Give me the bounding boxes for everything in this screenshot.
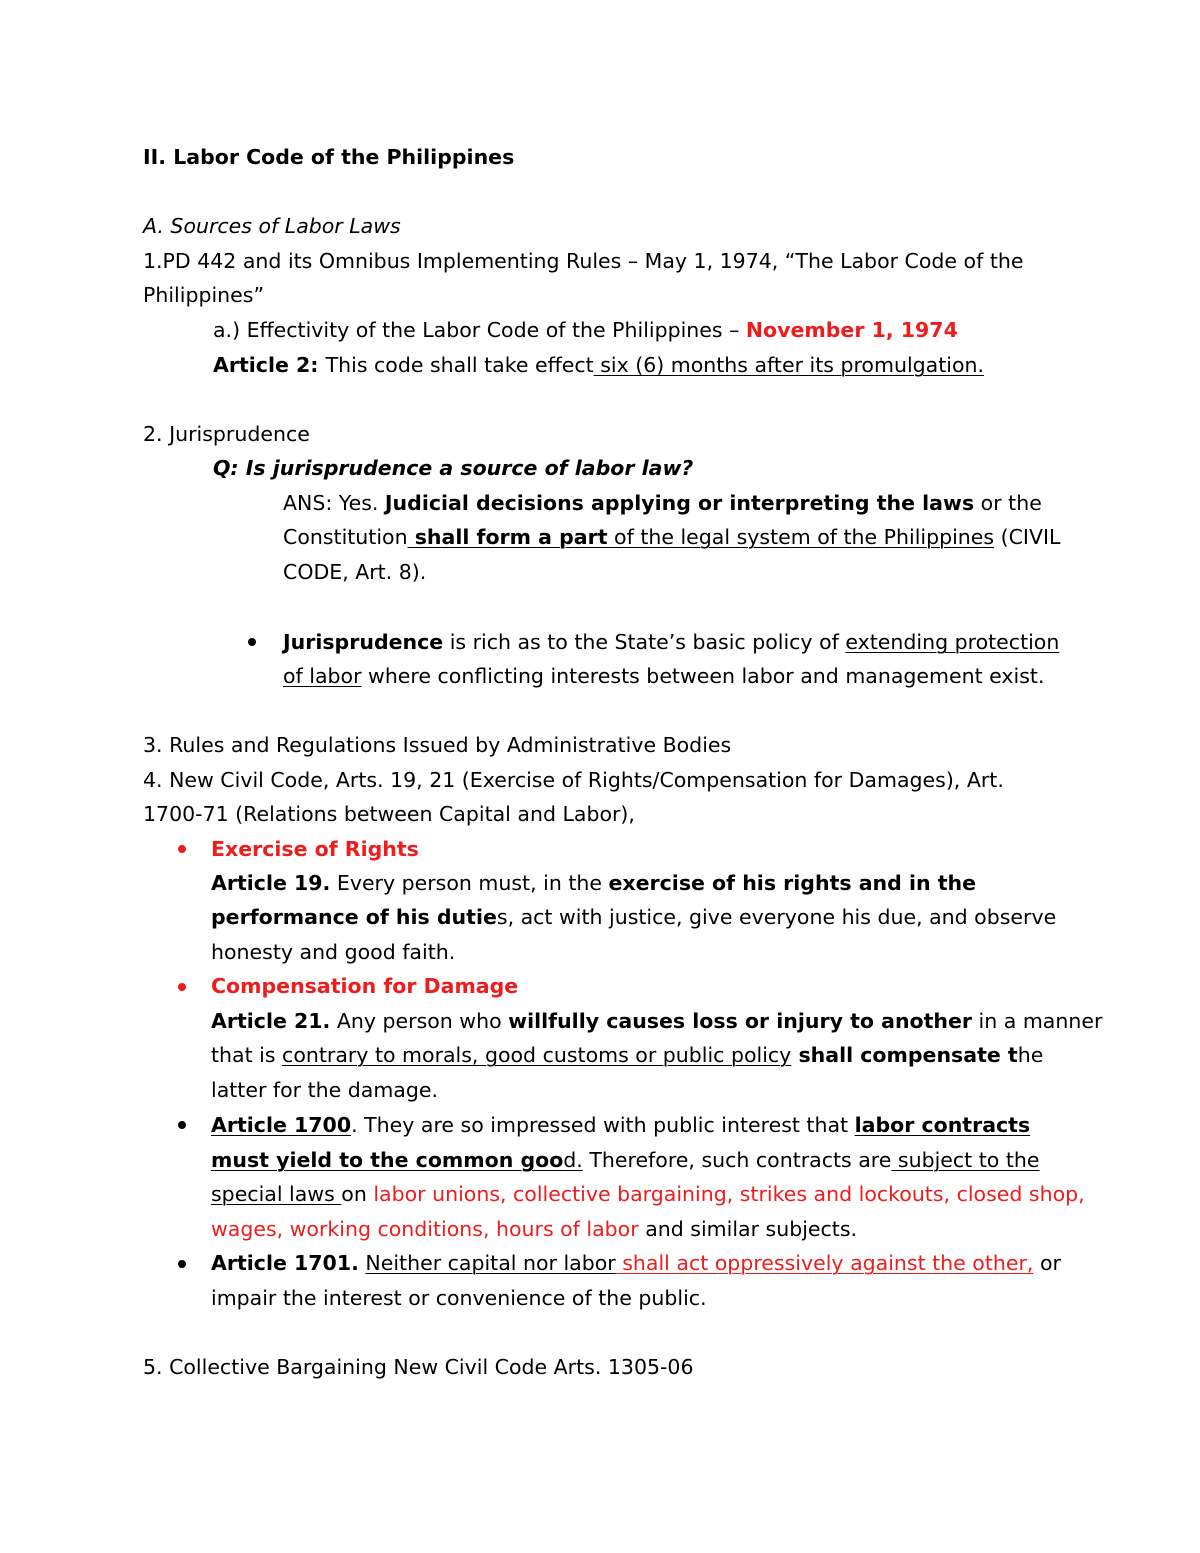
- article-1700-bu2: must yield to the common goo: [211, 1148, 564, 1172]
- compensation-for-damage-title: Compensation for Damage: [211, 974, 519, 998]
- article-1700-r2: wages, working conditions, hours of labor: [211, 1217, 639, 1241]
- article-19-t1: Every person must, in the: [330, 871, 609, 895]
- article-1700-u2: subject to the: [891, 1148, 1040, 1172]
- article-1700-bu1: labor contracts: [854, 1113, 1031, 1137]
- article-1701-t1: or: [1033, 1251, 1061, 1275]
- article-21-t3: that is: [211, 1043, 283, 1067]
- article-2-line: [213, 351, 984, 379]
- bullet-icon: [178, 983, 186, 991]
- article-21-b2: shall compensate t: [791, 1043, 1018, 1067]
- article-1700-label: Article 1700: [211, 1113, 352, 1137]
- article-1700-line1: [211, 1111, 1030, 1139]
- effectivity-line: [213, 316, 958, 344]
- article-21-line3: latter for the damage.: [211, 1078, 439, 1102]
- answer-bold: Judicial decisions applying or interpreting the laws: [384, 491, 975, 515]
- item2-title: 2. Jurisprudence: [143, 422, 310, 446]
- effectivity-label: a.) Effectivity of the Labor Code of the Philippines –: [213, 318, 746, 342]
- article-19-t2: s, act with justice, give everyone his due, and observe: [496, 905, 1057, 929]
- effectivity-date: November 1, 1974: [745, 318, 958, 342]
- article-21-t4: he: [1017, 1043, 1044, 1067]
- jurisprudence-question: Q: Is jurisprudence a source of labor law?: [213, 456, 694, 480]
- item5-title: 5. Collective Bargaining New Civil Code Arts. 1305-06: [143, 1355, 694, 1379]
- bullet-icon: [178, 1121, 186, 1129]
- article-1701-u1: Neither capital nor labor: [365, 1251, 616, 1275]
- article-1700-r1: labor unions, collective bargaining, strikes and lockouts, closed shop,: [373, 1182, 1085, 1206]
- article-1700-t2: Therefore, such contracts are: [582, 1148, 892, 1172]
- article-1700-line3: [211, 1180, 1085, 1208]
- item1-line1: 1.PD 442 and its Omnibus Implementing Rules – May 1, 1974, “The Labor Code of the: [143, 249, 1024, 273]
- exercise-of-rights-title: Exercise of Rights: [211, 837, 419, 861]
- article-21-t1: Any person who: [330, 1009, 509, 1033]
- jurisprudence-bullet-u1: extending protection: [845, 630, 1060, 654]
- answer-prefix: ANS: Yes.: [283, 491, 385, 515]
- answer-line2-b: (CIVIL: [994, 525, 1061, 549]
- article-2-label: Article 2:: [213, 353, 326, 377]
- article-19-label: Article 19.: [211, 871, 331, 895]
- heading-title: Labor Code of the Philippines: [173, 145, 515, 169]
- article-1700-t1: . They are so impressed with public interest that: [351, 1113, 855, 1137]
- article-1700-t4: and similar subjects.: [638, 1217, 858, 1241]
- answer-after: or the: [974, 491, 1042, 515]
- jurisprudence-bullet-u2: of labor: [283, 664, 362, 688]
- article-21-line1: [211, 1007, 1102, 1035]
- article-21-line2: [211, 1041, 1043, 1069]
- article-1700-u1: d.: [563, 1148, 583, 1172]
- item4-line1: 4. New Civil Code, Arts. 19, 21 (Exercise of Rights/Compensation for Damages), Art.: [143, 768, 1004, 792]
- article-1700-t3: on: [341, 1182, 374, 1206]
- bullet-icon: [178, 1260, 186, 1268]
- article-2-text: This code shall take effect: [325, 353, 594, 377]
- article-21-label: Article 21.: [211, 1009, 331, 1033]
- article-1700-line4: [211, 1215, 857, 1243]
- jurisprudence-bullet-line2: [283, 662, 1044, 690]
- article-1701-label: Article 1701.: [211, 1251, 359, 1275]
- bullet-icon: [248, 638, 256, 646]
- article-21-b1: willfully causes loss or injury to another: [508, 1009, 973, 1033]
- section-heading: [143, 143, 514, 171]
- jurisprudence-bullet-line1: [283, 628, 1059, 656]
- bullet-icon: [178, 845, 186, 853]
- article-19-line2: [211, 903, 1056, 931]
- answer-line2-bold: shall form a part: [407, 525, 608, 549]
- answer-line2-underlined: of the legal system of the Philippines: [607, 525, 995, 549]
- jurisprudence-bullet-text: is rich as to the State’s basic policy of: [443, 630, 846, 654]
- item1-line2: Philippines”: [143, 283, 265, 307]
- item4-line2: 1700-71 (Relations between Capital and Labor),: [143, 802, 635, 826]
- answer-line1: [283, 489, 1042, 517]
- article-1700-line2: [211, 1146, 1039, 1174]
- heading-numeral: II.: [143, 145, 167, 169]
- answer-line2-a: Constitution: [283, 525, 408, 549]
- item3-title: 3. Rules and Regulations Issued by Administrative Bodies: [143, 733, 732, 757]
- article-2-underlined: six (6) months after its promulgation.: [593, 353, 984, 377]
- article-19-line1: [211, 869, 976, 897]
- jurisprudence-bullet-text2: where conflicting interests between labor and management exist.: [361, 664, 1045, 688]
- answer-line3: CODE, Art. 8).: [283, 560, 427, 584]
- article-1701-line1: [211, 1249, 1061, 1277]
- article-1700-u3: special laws: [211, 1182, 342, 1206]
- article-21-u1: contrary to morals, good customs or public policy: [282, 1043, 792, 1067]
- article-19-b2: performance of his dutie: [211, 905, 497, 929]
- article-1701-red-underlined: shall act oppressively against the other,: [615, 1251, 1034, 1275]
- article-19-b1: exercise of his rights and in the: [608, 871, 976, 895]
- article-19-line3: honesty and good faith.: [211, 940, 456, 964]
- jurisprudence-bullet-bold: Jurisprudence: [283, 630, 444, 654]
- subsection-title: A. Sources of Labor Laws: [143, 214, 401, 238]
- answer-line2: [283, 523, 1060, 551]
- article-21-t2: in a manner: [972, 1009, 1103, 1033]
- article-1701-line2: impair the interest or convenience of the public.: [211, 1286, 707, 1310]
